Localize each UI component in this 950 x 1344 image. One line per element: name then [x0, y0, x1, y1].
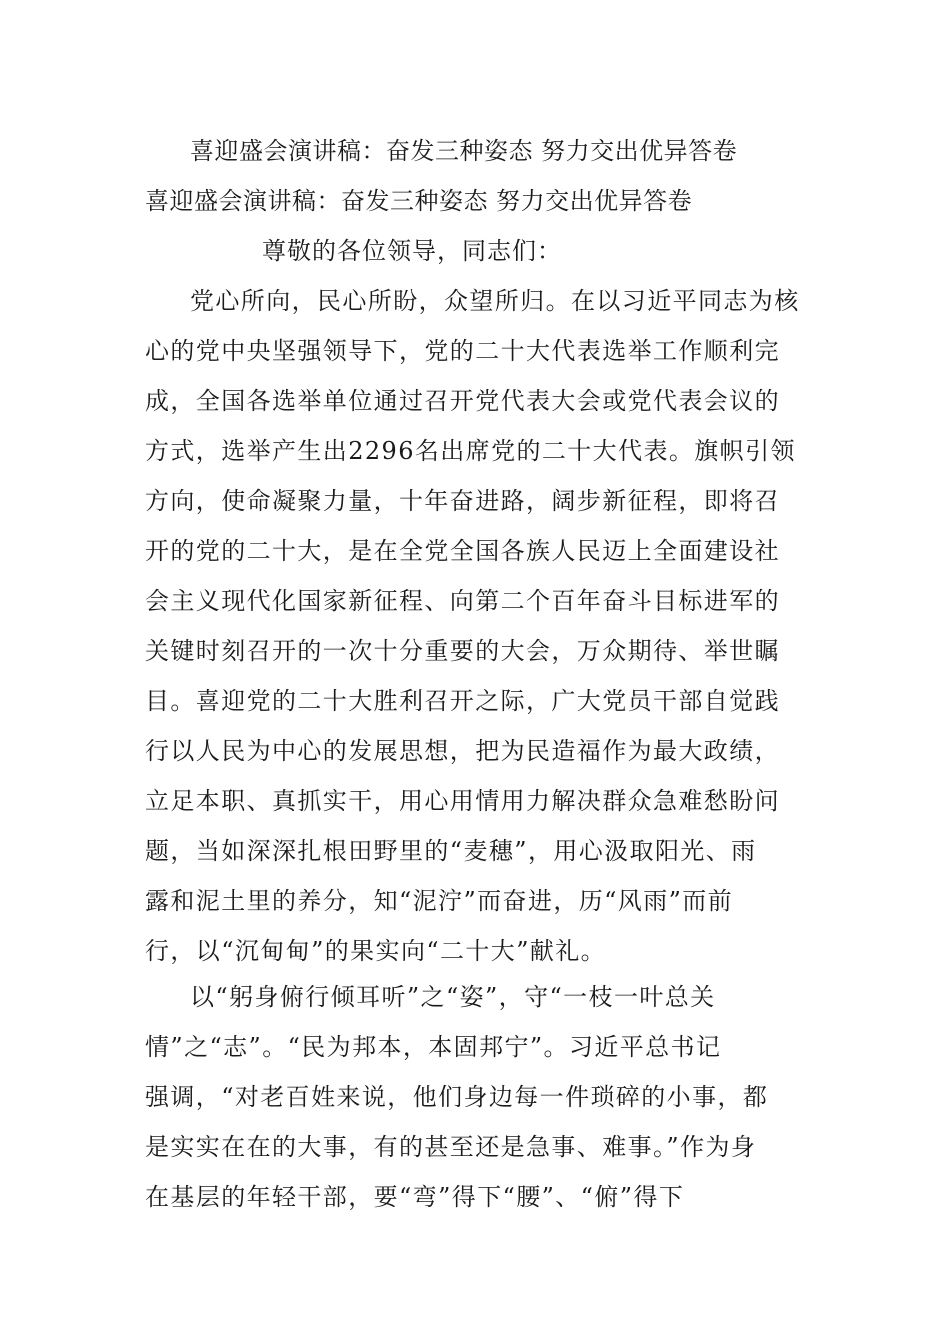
paragraph-line: 以“躬身俯行倾耳听”之“姿”，守“一枝一叶总关 — [190, 983, 716, 1011]
document-title-repeat: 喜迎盛会演讲稿：奋发三种姿态 努力交出优异答卷 — [145, 187, 693, 215]
paragraph-line: 题，当如深深扎根田野里的“麦穗”，用心汲取阳光、雨 — [145, 837, 757, 865]
paragraph-line: 党心所向，民心所盼，众望所归。在以习近平同志为核 — [190, 287, 800, 315]
salutation: 尊敬的各位领导，同志们： — [262, 237, 562, 265]
paragraph-1 — [145, 276, 810, 976]
paragraph-line: 行以人民为中心的发展思想，把为民造福作为最大政绩， — [145, 737, 780, 765]
paragraph-line: 情”之“志”。“民为邦本，本固邦宁”。习近平总书记 — [145, 1033, 722, 1061]
paragraph-line: 心的党中央坚强领导下，党的二十大代表选举工作顺利完 — [145, 337, 780, 365]
paragraph-line: 方式，选举产生出2296名出席党的二十大代表。旗帜引领 — [145, 437, 796, 465]
paragraph-line: 关键时刻召开的一次十分重要的大会，万众期待、举世瞩 — [145, 637, 780, 665]
paragraph-2 — [145, 972, 810, 1222]
paragraph-line: 露和泥土里的养分，知“泥泞”而奋进，历“风雨”而前 — [145, 887, 734, 915]
paragraph-line: 会主义现代化国家新征程、向第二个百年奋斗目标进军的 — [145, 587, 780, 615]
paragraph-line: 在基层的年轻干部，要“弯”得下“腰”、“俯”得下 — [145, 1183, 685, 1211]
document-title: 喜迎盛会演讲稿：奋发三种姿态 努力交出优异答卷 — [190, 137, 738, 165]
paragraph-line: 成，全国各选举单位通过召开党代表大会或党代表会议的 — [145, 387, 780, 415]
paragraph-line: 行，以“沉甸甸”的果实向“二十大”献礼。 — [145, 937, 607, 965]
paragraph-line: 立足本职、真抓实干，用心用情用力解决群众急难愁盼问 — [145, 787, 780, 815]
paragraph-line: 方向，使命凝聚力量，十年奋进路，阔步新征程，即将召 — [145, 487, 780, 515]
paragraph-line: 是实实在在的大事，有的甚至还是急事、难事。”作为身 — [145, 1133, 757, 1161]
paragraph-line: 强调，“对老百姓来说，他们身边每一件琐碎的小事，都 — [145, 1083, 769, 1111]
paragraph-line: 开的党的二十大，是在全党全国各族人民迈上全面建设社 — [145, 537, 780, 565]
paragraph-line: 目。喜迎党的二十大胜利召开之际，广大党员干部自觉践 — [145, 687, 780, 715]
